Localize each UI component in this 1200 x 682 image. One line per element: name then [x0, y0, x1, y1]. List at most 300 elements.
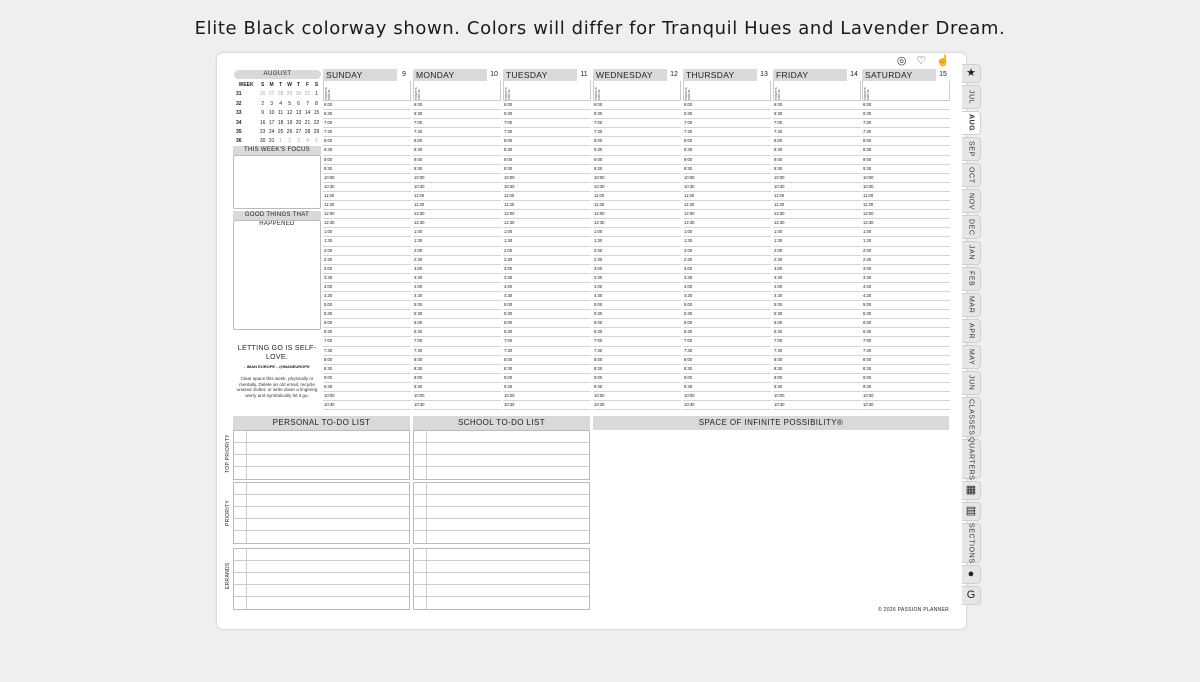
time-slot[interactable]: 7:00	[323, 119, 411, 128]
time-slot[interactable]: 6:00	[683, 101, 771, 110]
calendar-day[interactable]: 27	[268, 91, 275, 98]
calendar-day[interactable]: 26	[286, 129, 293, 136]
tab-star-icon[interactable]	[962, 64, 981, 83]
calendar-day[interactable]: 29	[313, 129, 320, 136]
time-slot[interactable]: 12:00	[593, 210, 681, 219]
tab-sep[interactable]	[962, 137, 981, 161]
time-slot[interactable]: 5:00	[413, 301, 501, 310]
tab-feb[interactable]	[962, 267, 981, 291]
time-slot[interactable]: 9:30	[683, 383, 771, 392]
time-slot[interactable]: 10:00	[413, 392, 501, 401]
week-number[interactable]: 35	[236, 129, 242, 136]
time-slot[interactable]: 8:30	[593, 146, 681, 155]
time-slot[interactable]: 9:30	[593, 165, 681, 174]
time-slot[interactable]: 3:00	[323, 265, 411, 274]
time-slot[interactable]: 7:30	[413, 128, 501, 137]
time-slot[interactable]: 2:00	[593, 247, 681, 256]
todays-focus-box[interactable]	[593, 81, 681, 101]
time-slot[interactable]: 11:00	[413, 192, 501, 201]
time-slot[interactable]: 7:30	[593, 128, 681, 137]
time-slot[interactable]: 6:30	[683, 110, 771, 119]
weeks-focus-area[interactable]	[233, 155, 321, 209]
time-slot[interactable]: 6:30	[773, 110, 861, 119]
time-slot[interactable]: 5:30	[503, 310, 591, 319]
time-slot[interactable]: 4:00	[862, 283, 950, 292]
time-slot[interactable]: 2:30	[503, 256, 591, 265]
time-slot[interactable]: 12:30	[862, 219, 950, 228]
time-slot[interactable]: 10:30	[323, 183, 411, 192]
time-slot[interactable]: 7:30	[503, 347, 591, 356]
time-slot[interactable]: 6:00	[503, 319, 591, 328]
time-slot[interactable]: 1:00	[862, 228, 950, 237]
time-slot[interactable]: 10:00	[862, 174, 950, 183]
time-slot[interactable]: 6:00	[683, 319, 771, 328]
calendar-day[interactable]: 6	[297, 100, 300, 107]
time-slot[interactable]: 1:30	[773, 237, 861, 246]
todo-row[interactable]	[234, 507, 409, 519]
time-slot[interactable]: 1:00	[503, 228, 591, 237]
calendar-day[interactable]: 12	[286, 110, 293, 117]
time-slot[interactable]: 4:30	[323, 292, 411, 301]
calendar-day[interactable]: 17	[268, 119, 275, 126]
time-slot[interactable]: 10:00	[413, 174, 501, 183]
calendar-day[interactable]: 5	[315, 138, 318, 145]
time-slot[interactable]: 6:30	[503, 110, 591, 119]
todo-row[interactable]	[414, 549, 589, 561]
todo-row[interactable]	[414, 585, 589, 597]
time-slot[interactable]: 3:00	[773, 265, 861, 274]
time-slot[interactable]: 9:30	[593, 383, 681, 392]
time-slot[interactable]: 9:30	[503, 165, 591, 174]
calendar-day[interactable]: 25	[277, 129, 284, 136]
time-slot[interactable]: 3:30	[593, 274, 681, 283]
time-slot[interactable]: 9:30	[323, 383, 411, 392]
time-slot[interactable]: 7:30	[862, 347, 950, 356]
time-slot[interactable]: 9:00	[323, 156, 411, 165]
time-slot[interactable]: 6:00	[413, 319, 501, 328]
time-slot[interactable]: 8:30	[503, 146, 591, 155]
time-slot[interactable]: 6:00	[413, 101, 501, 110]
time-slot[interactable]: 8:00	[683, 137, 771, 146]
time-slot[interactable]: 9:30	[413, 165, 501, 174]
time-slot[interactable]: 3:00	[683, 265, 771, 274]
time-slot[interactable]: 9:30	[323, 165, 411, 174]
time-slot[interactable]: 10:30	[413, 401, 501, 410]
time-slot[interactable]: 8:30	[503, 365, 591, 374]
time-slot[interactable]: 7:00	[773, 119, 861, 128]
todays-focus-box[interactable]	[503, 81, 591, 101]
time-slot[interactable]: 4:00	[593, 283, 681, 292]
tab-notes-icon[interactable]	[962, 502, 981, 521]
time-slot[interactable]: 8:00	[593, 356, 681, 365]
time-slot[interactable]: 7:00	[683, 337, 771, 346]
todo-row[interactable]	[234, 549, 409, 561]
time-slot[interactable]: 2:00	[323, 247, 411, 256]
time-slot[interactable]: 8:00	[862, 356, 950, 365]
todo-row[interactable]	[234, 519, 409, 531]
time-slot[interactable]: 3:30	[413, 274, 501, 283]
time-slot[interactable]: 12:30	[683, 219, 771, 228]
heart-icon[interactable]: ♡	[916, 55, 927, 67]
time-slot[interactable]: 8:30	[323, 365, 411, 374]
time-slot[interactable]: 12:00	[773, 210, 861, 219]
tab-jun[interactable]	[962, 371, 981, 395]
calendar-day[interactable]: 1	[279, 138, 282, 145]
time-slot[interactable]: 11:00	[323, 192, 411, 201]
time-slot[interactable]: 4:30	[773, 292, 861, 301]
calendar-day[interactable]: 21	[304, 119, 311, 126]
todo-row[interactable]	[414, 573, 589, 585]
time-slot[interactable]: 8:30	[862, 365, 950, 374]
time-slot[interactable]: 12:00	[683, 210, 771, 219]
calendar-day[interactable]: 30	[295, 91, 302, 98]
time-slot[interactable]: 10:00	[773, 174, 861, 183]
time-slot[interactable]: 11:30	[773, 201, 861, 210]
time-slot[interactable]: 9:30	[773, 165, 861, 174]
time-slot[interactable]: 9:00	[683, 374, 771, 383]
time-slot[interactable]: 5:00	[503, 301, 591, 310]
todo-row[interactable]	[414, 467, 589, 479]
time-slot[interactable]: 3:30	[862, 274, 950, 283]
day-header[interactable]	[503, 69, 591, 81]
time-slot[interactable]: 6:30	[323, 110, 411, 119]
tab-apple-icon[interactable]	[962, 565, 981, 584]
good-things-area[interactable]	[233, 220, 321, 330]
time-slot[interactable]: 10:00	[593, 174, 681, 183]
time-slot[interactable]: 4:00	[323, 283, 411, 292]
calendar-day[interactable]: 10	[268, 110, 275, 117]
time-slot[interactable]: 8:30	[323, 146, 411, 155]
time-slot[interactable]: 2:00	[862, 247, 950, 256]
time-slot[interactable]: 6:00	[323, 319, 411, 328]
time-slot[interactable]: 6:00	[503, 101, 591, 110]
time-slot[interactable]: 2:00	[503, 247, 591, 256]
calendar-day[interactable]: 7	[306, 100, 309, 107]
time-slot[interactable]: 8:00	[413, 356, 501, 365]
time-slot[interactable]: 10:00	[773, 392, 861, 401]
week-number[interactable]: 31	[236, 91, 242, 98]
time-slot[interactable]: 4:00	[503, 283, 591, 292]
calendar-day[interactable]: 16	[259, 119, 266, 126]
time-slot[interactable]: 4:30	[503, 292, 591, 301]
time-slot[interactable]: 5:30	[413, 310, 501, 319]
time-slot[interactable]: 4:30	[683, 292, 771, 301]
time-slot[interactable]: 4:00	[683, 283, 771, 292]
calendar-day[interactable]: 14	[304, 110, 311, 117]
time-slot[interactable]: 4:30	[862, 292, 950, 301]
week-number[interactable]: 33	[236, 110, 242, 117]
todo-row[interactable]	[234, 443, 409, 455]
time-slot[interactable]: 6:30	[593, 328, 681, 337]
day-header[interactable]	[413, 69, 501, 81]
time-slot[interactable]: 1:00	[323, 228, 411, 237]
time-slot[interactable]: 6:00	[323, 101, 411, 110]
time-slot[interactable]: 1:30	[323, 237, 411, 246]
time-slot[interactable]: 10:30	[773, 183, 861, 192]
time-slot[interactable]: 2:30	[323, 256, 411, 265]
time-slot[interactable]: 9:00	[413, 374, 501, 383]
time-slot[interactable]: 5:00	[593, 301, 681, 310]
time-slot[interactable]: 6:30	[413, 328, 501, 337]
time-slot[interactable]: 9:00	[593, 374, 681, 383]
time-slot[interactable]: 8:30	[773, 365, 861, 374]
time-slot[interactable]: 10:00	[323, 392, 411, 401]
time-slot[interactable]: 10:30	[503, 401, 591, 410]
time-slot[interactable]: 8:00	[413, 137, 501, 146]
time-slot[interactable]: 9:30	[862, 165, 950, 174]
time-slot[interactable]: 11:00	[862, 192, 950, 201]
calendar-day[interactable]: 31	[304, 91, 311, 98]
time-slot[interactable]: 6:30	[503, 328, 591, 337]
calendar-day[interactable]: 5	[288, 100, 291, 107]
time-slot[interactable]: 5:30	[323, 310, 411, 319]
time-slot[interactable]: 8:00	[503, 356, 591, 365]
tab-oct[interactable]	[962, 163, 981, 187]
calendar-day[interactable]: 27	[295, 129, 302, 136]
time-slot[interactable]: 5:30	[773, 310, 861, 319]
time-slot[interactable]: 11:00	[773, 192, 861, 201]
tab-sections[interactable]	[962, 523, 981, 563]
time-slot[interactable]: 6:30	[323, 328, 411, 337]
time-slot[interactable]: 12:30	[413, 219, 501, 228]
time-slot[interactable]: 11:30	[503, 201, 591, 210]
time-slot[interactable]: 4:00	[773, 283, 861, 292]
todo-row[interactable]	[234, 531, 409, 543]
time-slot[interactable]: 8:00	[593, 137, 681, 146]
time-slot[interactable]: 12:00	[862, 210, 950, 219]
time-slot[interactable]: 2:00	[773, 247, 861, 256]
todo-row[interactable]	[234, 455, 409, 467]
time-slot[interactable]: 3:00	[503, 265, 591, 274]
time-slot[interactable]: 5:00	[862, 301, 950, 310]
time-slot[interactable]: 2:00	[683, 247, 771, 256]
time-slot[interactable]: 7:30	[503, 128, 591, 137]
time-slot[interactable]: 10:30	[862, 401, 950, 410]
time-slot[interactable]: 8:30	[683, 146, 771, 155]
time-slot[interactable]: 3:00	[593, 265, 681, 274]
time-slot[interactable]: 10:30	[683, 401, 771, 410]
todo-row[interactable]	[414, 495, 589, 507]
calendar-day[interactable]: 15	[313, 110, 320, 117]
tab-apr[interactable]	[962, 319, 981, 343]
calendar-day[interactable]: 1	[315, 91, 318, 98]
todo-row[interactable]	[414, 431, 589, 443]
time-slot[interactable]: 7:00	[503, 119, 591, 128]
time-slot[interactable]: 11:30	[413, 201, 501, 210]
time-slot[interactable]: 10:00	[593, 392, 681, 401]
time-slot[interactable]: 1:00	[773, 228, 861, 237]
time-slot[interactable]: 9:00	[773, 374, 861, 383]
time-slot[interactable]: 2:30	[683, 256, 771, 265]
time-slot[interactable]: 9:00	[683, 156, 771, 165]
calendar-day[interactable]: 3	[297, 138, 300, 145]
hand-icon[interactable]: ☝	[936, 55, 950, 67]
time-slot[interactable]: 4:30	[413, 292, 501, 301]
todo-row[interactable]	[234, 561, 409, 573]
time-slot[interactable]: 9:00	[413, 156, 501, 165]
time-slot[interactable]: 2:00	[413, 247, 501, 256]
calendar-day[interactable]: 29	[286, 91, 293, 98]
time-slot[interactable]: 8:30	[413, 146, 501, 155]
time-slot[interactable]: 9:00	[503, 156, 591, 165]
time-slot[interactable]: 7:30	[683, 347, 771, 356]
time-slot[interactable]: 12:00	[413, 210, 501, 219]
tab-aug[interactable]	[962, 111, 981, 135]
todo-row[interactable]	[414, 483, 589, 495]
time-slot[interactable]: 11:30	[862, 201, 950, 210]
time-slot[interactable]: 11:30	[683, 201, 771, 210]
calendar-day[interactable]: 4	[306, 138, 309, 145]
time-slot[interactable]: 6:30	[862, 110, 950, 119]
time-slot[interactable]: 7:30	[593, 347, 681, 356]
time-slot[interactable]: 10:30	[503, 183, 591, 192]
time-slot[interactable]: 9:30	[683, 165, 771, 174]
time-slot[interactable]: 11:30	[323, 201, 411, 210]
time-slot[interactable]: 9:30	[773, 383, 861, 392]
time-slot[interactable]: 8:30	[413, 365, 501, 374]
calendar-day[interactable]: 19	[286, 119, 293, 126]
calendar-day[interactable]: 23	[259, 129, 266, 136]
time-slot[interactable]: 7:00	[413, 119, 501, 128]
time-slot[interactable]: 6:30	[862, 328, 950, 337]
todo-row[interactable]	[234, 483, 409, 495]
time-slot[interactable]: 5:00	[683, 301, 771, 310]
time-slot[interactable]: 8:00	[683, 356, 771, 365]
time-slot[interactable]: 7:00	[593, 337, 681, 346]
calendar-day[interactable]: 26	[259, 91, 266, 98]
time-slot[interactable]: 10:00	[862, 392, 950, 401]
time-slot[interactable]: 7:30	[773, 347, 861, 356]
time-slot[interactable]: 12:00	[323, 210, 411, 219]
time-slot[interactable]: 9:00	[862, 156, 950, 165]
time-slot[interactable]: 10:00	[323, 174, 411, 183]
time-slot[interactable]: 9:30	[413, 383, 501, 392]
time-slot[interactable]: 11:00	[593, 192, 681, 201]
time-slot[interactable]: 7:00	[593, 119, 681, 128]
tab-nov[interactable]	[962, 189, 981, 213]
time-slot[interactable]: 8:30	[862, 146, 950, 155]
time-slot[interactable]: 9:00	[773, 156, 861, 165]
time-slot[interactable]: 3:00	[413, 265, 501, 274]
time-slot[interactable]: 10:30	[593, 183, 681, 192]
tab-may[interactable]	[962, 345, 981, 369]
time-slot[interactable]: 10:30	[773, 401, 861, 410]
tab-google-icon[interactable]	[962, 586, 981, 605]
time-slot[interactable]: 7:30	[683, 128, 771, 137]
time-slot[interactable]: 7:30	[323, 128, 411, 137]
time-slot[interactable]: 10:30	[683, 183, 771, 192]
week-number[interactable]: 34	[236, 119, 242, 126]
time-slot[interactable]: 9:00	[593, 156, 681, 165]
calendar-day[interactable]: 2	[288, 138, 291, 145]
todo-row[interactable]	[414, 531, 589, 543]
time-slot[interactable]: 2:30	[862, 256, 950, 265]
time-slot[interactable]: 1:30	[593, 237, 681, 246]
time-slot[interactable]: 8:00	[323, 356, 411, 365]
time-slot[interactable]: 5:30	[862, 310, 950, 319]
todo-row[interactable]	[414, 455, 589, 467]
calendar-day[interactable]: 20	[295, 119, 302, 126]
time-slot[interactable]: 7:00	[413, 337, 501, 346]
todays-focus-box[interactable]	[773, 81, 861, 101]
todo-row[interactable]	[414, 443, 589, 455]
time-slot[interactable]: 7:00	[773, 337, 861, 346]
time-slot[interactable]: 5:30	[683, 310, 771, 319]
time-slot[interactable]: 9:00	[862, 374, 950, 383]
time-slot[interactable]: 12:30	[593, 219, 681, 228]
time-slot[interactable]: 9:30	[503, 383, 591, 392]
time-slot[interactable]: 1:30	[862, 237, 950, 246]
time-slot[interactable]: 7:00	[862, 119, 950, 128]
time-slot[interactable]: 2:30	[593, 256, 681, 265]
time-slot[interactable]: 5:00	[773, 301, 861, 310]
time-slot[interactable]: 5:30	[593, 310, 681, 319]
time-slot[interactable]: 6:00	[862, 319, 950, 328]
day-header[interactable]	[593, 69, 681, 81]
day-header[interactable]	[862, 69, 950, 81]
time-slot[interactable]: 7:30	[323, 347, 411, 356]
todo-row[interactable]	[234, 573, 409, 585]
target-icon[interactable]: ◎	[896, 55, 907, 67]
calendar-day[interactable]: 28	[304, 129, 311, 136]
day-header[interactable]	[323, 69, 411, 81]
time-slot[interactable]: 6:00	[773, 101, 861, 110]
time-slot[interactable]: 6:00	[593, 319, 681, 328]
time-slot[interactable]: 6:30	[413, 110, 501, 119]
time-slot[interactable]: 1:00	[413, 228, 501, 237]
day-header[interactable]	[683, 69, 771, 81]
time-slot[interactable]: 11:00	[503, 192, 591, 201]
time-slot[interactable]: 8:00	[773, 356, 861, 365]
calendar-day[interactable]: 22	[313, 119, 320, 126]
time-slot[interactable]: 4:30	[593, 292, 681, 301]
todo-row[interactable]	[414, 519, 589, 531]
todo-row[interactable]	[234, 585, 409, 597]
time-slot[interactable]: 6:30	[593, 110, 681, 119]
calendar-day[interactable]: 2	[261, 100, 265, 107]
tab-quarters[interactable]	[962, 439, 981, 479]
time-slot[interactable]: 1:30	[503, 237, 591, 246]
time-slot[interactable]: 10:00	[503, 392, 591, 401]
tab-jul[interactable]	[962, 85, 981, 109]
calendar-day[interactable]: 13	[295, 110, 302, 117]
todays-focus-box[interactable]	[683, 81, 771, 101]
todo-row[interactable]	[414, 507, 589, 519]
time-slot[interactable]: 10:30	[862, 183, 950, 192]
todo-row[interactable]	[414, 597, 589, 609]
time-slot[interactable]: 3:00	[862, 265, 950, 274]
todays-focus-box[interactable]	[323, 81, 411, 101]
time-slot[interactable]: 10:00	[503, 174, 591, 183]
tab-table-icon[interactable]	[962, 481, 981, 500]
time-slot[interactable]: 8:00	[503, 137, 591, 146]
calendar-day[interactable]: 9	[261, 110, 265, 117]
day-header[interactable]	[773, 69, 861, 81]
time-slot[interactable]: 2:30	[773, 256, 861, 265]
time-slot[interactable]: 1:00	[593, 228, 681, 237]
tab-mar[interactable]	[962, 293, 981, 317]
time-slot[interactable]: 12:30	[503, 219, 591, 228]
time-slot[interactable]: 10:00	[683, 392, 771, 401]
time-slot[interactable]: 6:00	[862, 101, 950, 110]
time-slot[interactable]: 12:30	[773, 219, 861, 228]
time-slot[interactable]: 7:30	[862, 128, 950, 137]
time-slot[interactable]: 1:00	[683, 228, 771, 237]
time-slot[interactable]: 7:00	[683, 119, 771, 128]
time-slot[interactable]: 10:30	[323, 401, 411, 410]
time-slot[interactable]: 10:30	[413, 183, 501, 192]
time-slot[interactable]: 5:00	[323, 301, 411, 310]
